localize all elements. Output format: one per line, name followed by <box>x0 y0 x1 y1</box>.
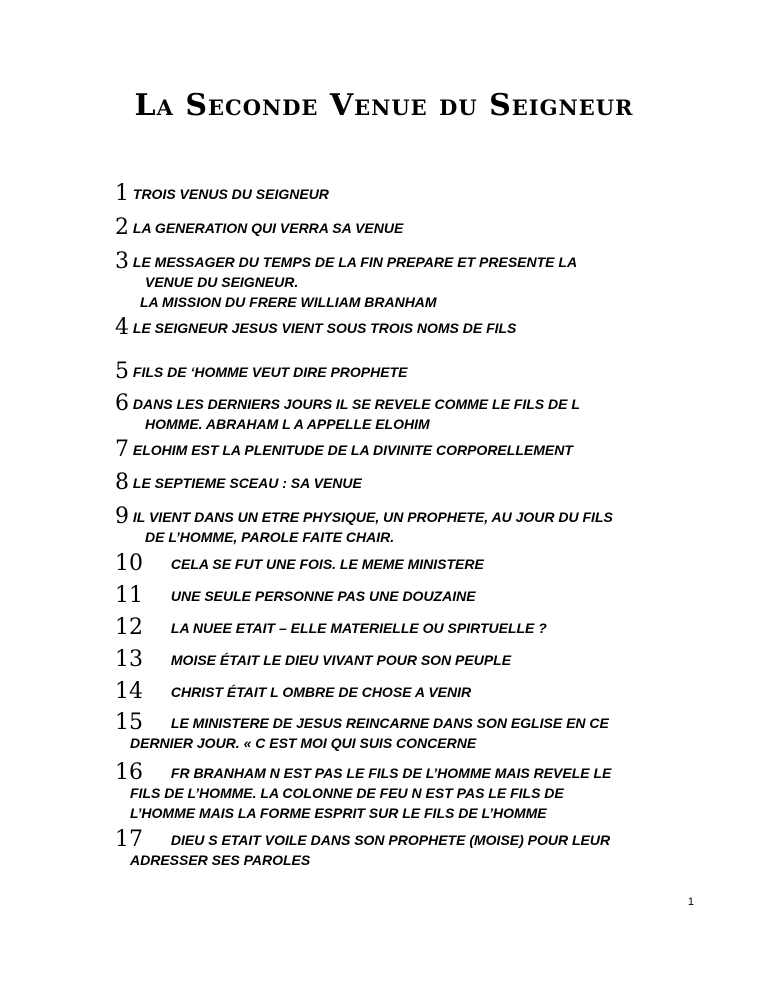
item-number: 13 <box>115 647 143 672</box>
item-text-continuation: HOMME. ABRAHAM L A APPELLE ELOHIM <box>145 416 430 432</box>
item-text-continuation: VENUE DU SEIGNEUR. <box>145 274 299 290</box>
list-item <box>115 647 695 672</box>
item-number: 5 <box>115 359 129 384</box>
item-number: 4 <box>115 315 129 340</box>
list-item <box>115 437 695 462</box>
item-text: LA NUEE ETAIT – ELLE MATERIELLE OU SPIRTUELLE ? <box>170 620 547 636</box>
item-text: LE SEPTIEME SCEAU : SA VENUE <box>132 475 362 491</box>
item-text: DIEU S ETAIT VOILE DANS SON PROPHETE (MOISE) POUR LEUR <box>170 832 611 848</box>
page-number: 1 <box>687 896 694 908</box>
item-number: 1 <box>115 181 129 206</box>
item-number: 14 <box>115 679 143 704</box>
item-text: MOISE ÉTAIT LE DIEU VIVANT POUR SON PEUPLE <box>170 652 512 668</box>
item-number: 9 <box>115 504 129 529</box>
item-number: 2 <box>115 215 129 240</box>
item-number: 10 <box>115 551 143 576</box>
item-number: 8 <box>115 470 129 495</box>
item-number: 7 <box>115 437 129 462</box>
item-text: TROIS VENUS DU SEIGNEUR <box>132 186 329 202</box>
item-text: LE MESSAGER DU TEMPS DE LA FIN PREPARE ET PRESENTE LA <box>132 254 578 270</box>
item-text: LE SEIGNEUR JESUS VIENT SOUS TROIS NOMS DE FILS <box>132 320 517 336</box>
item-text-continuation: LA MISSION DU FRERE WILLIAM BRANHAM <box>140 294 437 310</box>
item-text: LE MINISTERE DE JESUS REINCARNE DANS SON EGLISE EN CE <box>170 715 609 731</box>
item-text: UNE SEULE PERSONNE PAS UNE DOUZAINE <box>170 588 476 604</box>
item-number: 11 <box>115 583 143 608</box>
item-number: 15 <box>115 710 143 735</box>
item-number: 16 <box>115 760 143 785</box>
page-title: La Seconde Venue du Seigneur <box>134 88 634 123</box>
item-text-continuation: L’HOMME MAIS LA FORME ESPRIT SUR LE FILS DE L’HOMME <box>130 805 547 821</box>
item-text: LA GENERATION QUI VERRA SA VENUE <box>132 220 404 236</box>
list-item <box>115 760 695 823</box>
item-text: ELOHIM EST LA PLENITUDE DE LA DIVINITE CORPORELLEMENT <box>132 442 573 458</box>
item-text: DANS LES DERNIERS JOURS IL SE REVELE COMME LE FILS DE L <box>132 396 580 412</box>
item-text: IL VIENT DANS UN ETRE PHYSIQUE, UN PROPHETE, AU JOUR DU FILS <box>132 509 613 525</box>
item-number: 17 <box>115 827 143 852</box>
item-text: CHRIST ÉTAIT L OMBRE DE CHOSE A VENIR <box>170 684 472 700</box>
list-item <box>115 315 695 340</box>
item-text-continuation: FILS DE L’HOMME. LA COLONNE DE FEU N EST PAS LE FILS DE <box>130 785 564 801</box>
list-item <box>115 615 695 640</box>
item-text: FILS DE ‘HOMME VEUT DIRE PROPHETE <box>132 364 408 380</box>
item-text: CELA SE FUT UNE FOIS. LE MEME MINISTERE <box>170 556 484 572</box>
list-item <box>115 504 695 547</box>
list-item <box>115 470 695 495</box>
item-text-continuation: DE L’HOMME, PAROLE FAITE CHAIR. <box>145 529 395 545</box>
item-text: FR BRANHAM N EST PAS LE FILS DE L’HOMME MAIS REVELE LE <box>170 765 612 781</box>
item-number: 12 <box>115 615 143 640</box>
list-item <box>115 827 695 870</box>
list-item <box>115 249 695 312</box>
list-item <box>115 359 695 384</box>
list-item <box>115 710 695 753</box>
list-item <box>115 181 695 206</box>
item-text-continuation: DERNIER JOUR. « C EST MOI QUI SUIS CONCERNE <box>130 735 477 751</box>
list-item <box>115 391 695 434</box>
list-item <box>115 551 695 576</box>
item-number: 3 <box>115 249 129 274</box>
item-number: 6 <box>115 391 129 416</box>
list-item <box>115 679 695 704</box>
item-text-continuation: ADRESSER SES PAROLES <box>130 852 311 868</box>
list-item <box>115 215 695 240</box>
list-item <box>115 583 695 608</box>
